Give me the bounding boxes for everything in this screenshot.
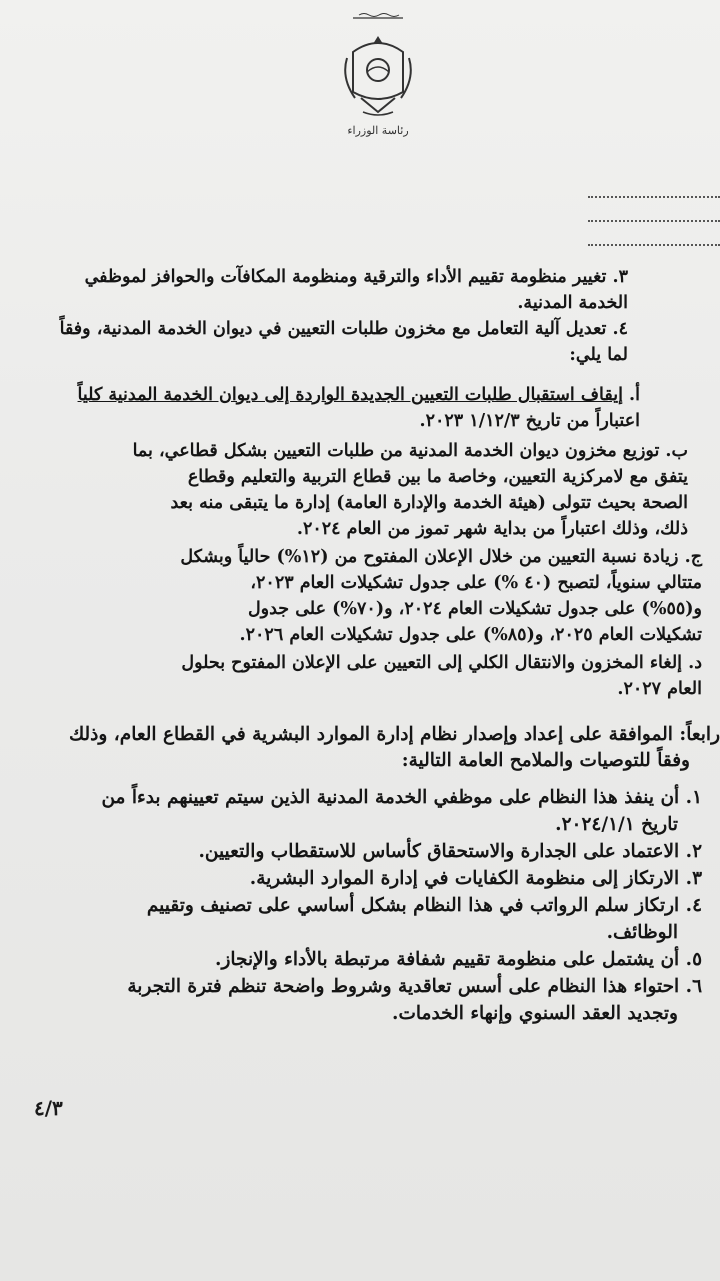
subitem-b-line: ذلك، وذلك اعتباراً من بداية شهر تموز من العام ٢٠٢٤. xyxy=(296,519,688,539)
subitem-b-line: يتفق مع لامركزية التعيين، وخاصة ما بين قطاع التربية والتعليم وقطاع xyxy=(187,467,688,487)
section-fourth xyxy=(10,722,720,774)
page-number: ٤/٣ xyxy=(34,1096,63,1120)
subitem-a-text: إيقاف استقبال طلبات التعيين الجديدة الواردة إلى ديوان الخدمة المدنية كلياً xyxy=(77,385,623,405)
item-4-line: لما يلي: xyxy=(569,345,628,365)
subitem-c-line: تشكيلات العام ٢٠٢٥، و(٨٥%) على جدول تشكيلات العام ٢٠٢٦. xyxy=(239,625,702,645)
subitem-c-line: متتالي سنوياً، لتصبح (٤٠ %) على جدول تشكيلات العام ٢٠٢٣، xyxy=(250,573,702,593)
item-3-line: ٣. تغيير منظومة تقييم الأداء والترقية ومنظومة المكافآت والحوافز لموظفي xyxy=(84,267,628,287)
subitem-c xyxy=(22,544,702,648)
point-1-line: ١. أن ينفذ هذا النظام على موظفي الخدمة المدنية الذين سيتم تعيينهم بدءاً من xyxy=(101,787,702,808)
point-3: ٣. الارتكاز إلى منظومة الكفايات في إدارة الموارد البشرية. xyxy=(249,868,702,889)
subitem-a-line: اعتباراً من تاريخ ١/١٢/٣ ٢٠٢٣. xyxy=(419,411,640,431)
subitem-c-line: ج. زيادة نسبة التعيين من خلال الإعلان المفتوح من (١٢%) حالياً وبشكل xyxy=(180,547,702,567)
point-2: ٢. الاعتماد على الجدارة والاستحقاق كأساس للاستقطاب والتعيين. xyxy=(198,841,702,862)
subitem-d-line: العام ٢٠٢٧. xyxy=(617,679,702,699)
subitem-c-line: و(٥٥%) على جدول تشكيلات العام ٢٠٢٤، و(٧٠%) على جدول xyxy=(247,599,702,619)
reference-line xyxy=(588,244,720,246)
point-4-line: الوظائف. xyxy=(606,922,678,943)
point-4-line: ٤. ارتكاز سلم الرواتب في هذا النظام بشكل أساسي على تصنيف وتقييم xyxy=(146,895,702,916)
point-6-line: ٦. احتواء هذا النظام على أسس تعاقدية وشروط واضحة تنظم فترة التجربة xyxy=(127,976,702,997)
point-1-line: تاريخ ٢٠٢٤/١/١. xyxy=(555,814,678,835)
reference-line xyxy=(588,196,720,198)
reference-line xyxy=(588,220,720,222)
point-6-line: وتجديد العقد السنوي وإنهاء الخدمات. xyxy=(392,1003,678,1024)
subitem-d-line: د. إلغاء المخزون والانتقال الكلي إلى التعيين على الإعلان المفتوح بحلول xyxy=(181,653,702,673)
subitem-b xyxy=(28,438,688,542)
item-4 xyxy=(28,316,628,368)
subitem-a-marker: أ. xyxy=(629,385,640,405)
subitem-b-line: الصحة بحيث تتولى (هيئة الخدمة والإدارة العامة) إدارة ما يتبقى منه بعد xyxy=(170,493,688,513)
subitem-d xyxy=(22,650,702,702)
item-3 xyxy=(28,264,628,316)
item-4-line: ٤. تعديل آلية التعامل مع مخزون طلبات التعيين في ديوان الخدمة المدنية، وفقاً xyxy=(59,319,628,339)
point-5: ٥. أن يشتمل على منظومة تقييم شفافة مرتبطة بالأداء والإنجاز. xyxy=(215,949,702,970)
section-fourth-points xyxy=(12,784,702,1027)
item-3-line: الخدمة المدنية. xyxy=(517,293,628,313)
subitem-a-line xyxy=(40,382,640,408)
subitem-a xyxy=(40,382,640,434)
royal-emblem-icon xyxy=(333,12,423,142)
subitem-b-line: ب. توزيع مخزون ديوان الخدمة المدنية من طلبات التعيين بشكل قطاعي، بما xyxy=(132,441,688,461)
section-fourth-line: رابعاً: الموافقة على إعداد وإصدار نظام إدارة الموارد البشرية في القطاع العام، وذلك xyxy=(68,724,720,745)
emblem-caption: رئاسة الوزراء xyxy=(347,124,409,137)
section-fourth-line: وفقاً للتوصيات والملامح العامة التالية: xyxy=(401,750,690,771)
